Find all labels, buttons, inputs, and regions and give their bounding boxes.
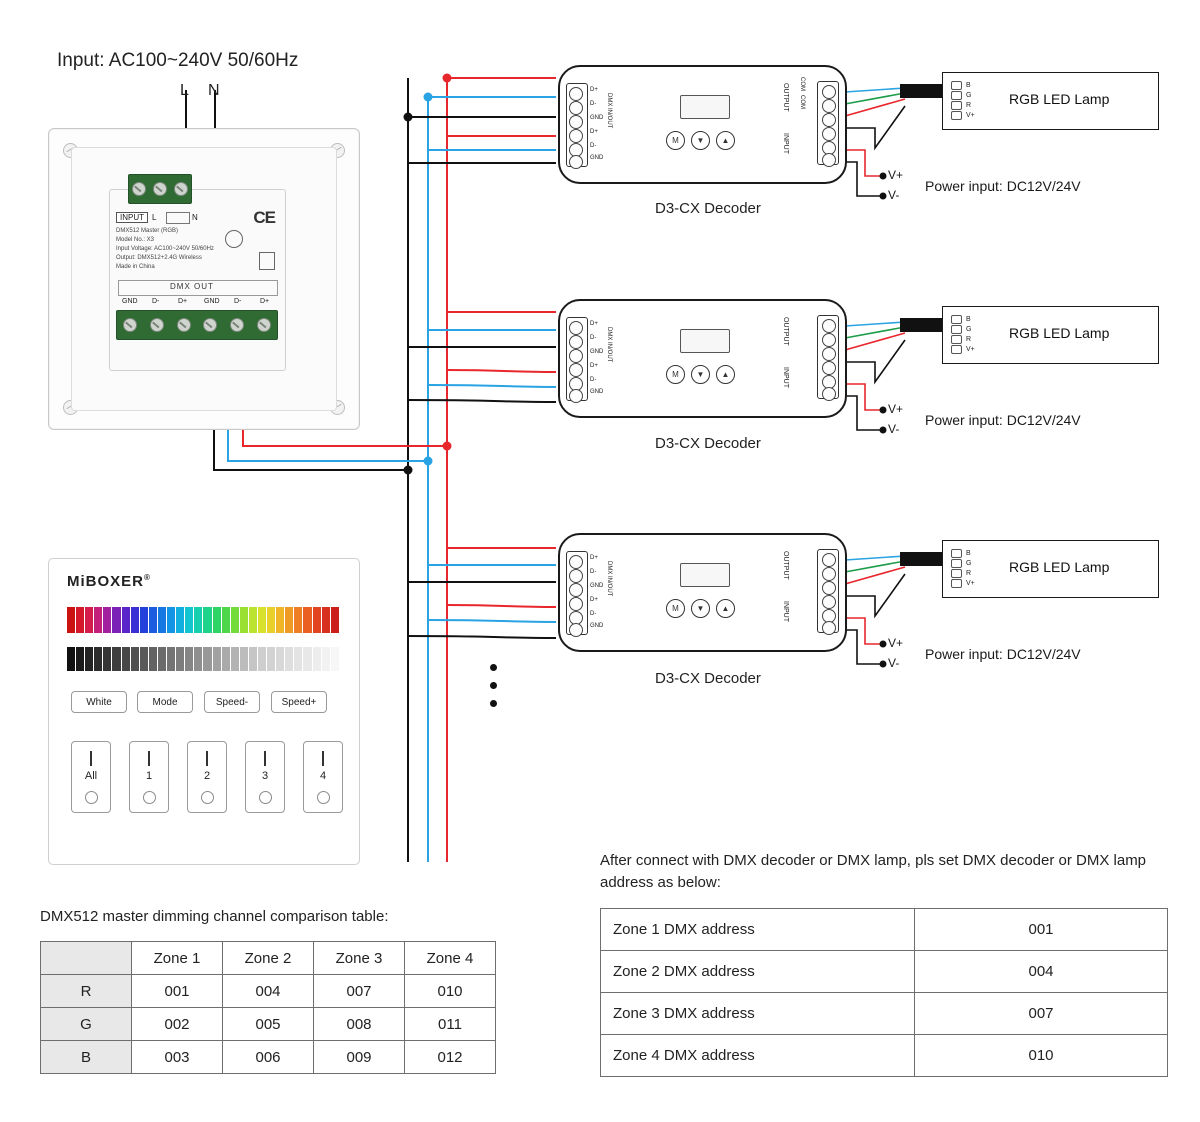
dmx-term-dminus-1: D- <box>152 298 160 305</box>
input-label: INPUT <box>782 367 789 388</box>
row-label-b: B <box>41 1041 132 1074</box>
model-line-3: Output: DMX512+2.4G Wireless <box>116 255 202 261</box>
dmx-pin-4: D- <box>590 377 597 383</box>
decoder-up-button[interactable]: ▲ <box>716 365 735 384</box>
table-row <box>41 975 496 1008</box>
dmx-out-label: DMX OUT <box>170 282 214 291</box>
decoder-display <box>680 563 730 587</box>
decoder-display <box>680 95 730 119</box>
channel-table-title: DMX512 master dimming channel comparison table: <box>40 908 389 925</box>
output-pin-0: COM <box>799 77 805 91</box>
input-label: INPUT <box>782 133 789 154</box>
table-row <box>601 951 1168 993</box>
dmx-term-dplus-2: D+ <box>260 298 270 305</box>
address-key-zone1: Zone 1 DMX address <box>601 909 915 951</box>
zone-button-1[interactable] <box>129 741 169 813</box>
lamp-pin-b: B <box>966 549 971 557</box>
decoder-up-button[interactable]: ▲ <box>716 131 735 150</box>
lamp-pin-b: B <box>966 81 971 89</box>
input-term-N: N <box>192 213 198 222</box>
zone-label: All <box>84 770 98 782</box>
dmx-address-table <box>600 908 1168 1077</box>
decoder-3 <box>558 533 847 652</box>
dmx-pin-1: D- <box>590 335 597 341</box>
zone-label: 1 <box>145 770 153 782</box>
cell-b-zone1: 003 <box>132 1041 223 1074</box>
model-line-0: DMX512 Master (RGB) <box>116 228 179 234</box>
rgb-led-lamp-1 <box>942 72 1159 130</box>
zone-indicator-icon <box>143 791 156 804</box>
cell-b-zone2: 006 <box>223 1041 314 1074</box>
button-speed-down[interactable]: Speed- <box>204 691 260 713</box>
lamp-pin-vplus: V+ <box>966 579 975 587</box>
table-row <box>601 909 1168 951</box>
cell-g-zone2: 005 <box>223 1008 314 1041</box>
decoder-down-button[interactable]: ▼ <box>691 365 710 384</box>
decoder-3-power-label: Power input: DC12V/24V <box>925 646 1081 662</box>
lamp-pin-g: G <box>966 91 972 99</box>
input-term-L: L <box>152 213 157 222</box>
dmx-pin-3: D+ <box>590 363 598 369</box>
dmx-term-dminus-2: D- <box>234 298 242 305</box>
decoder-mode-button[interactable]: M <box>666 599 685 618</box>
cell-b-zone4: 012 <box>405 1041 496 1074</box>
decoder-1-power-label: Power input: DC12V/24V <box>925 178 1081 194</box>
zone-indicator-icon <box>85 791 98 804</box>
rgb-led-lamp-3 <box>942 540 1159 598</box>
zone-label: 4 <box>319 770 327 782</box>
brightness-slider[interactable] <box>67 647 339 671</box>
cell-g-zone1: 002 <box>132 1008 223 1041</box>
model-line-4: Made in China <box>116 264 155 270</box>
cell-r-zone4: 010 <box>405 975 496 1008</box>
dmx-out-terminal <box>116 310 278 340</box>
input-terminal-badge: INPUT <box>116 212 148 223</box>
decoder-1-vminus: V- <box>888 188 900 202</box>
dmx-out-box <box>118 280 278 296</box>
address-value-zone2: 004 <box>915 951 1168 993</box>
decoder-3-vplus: V+ <box>888 636 904 650</box>
address-table-note: After connect with DMX decoder or DMX lamp, pls set DMX decoder or DMX lamp address as below: <box>600 852 1147 891</box>
dmx512-master-panel <box>48 128 360 430</box>
output-label: OUTPUT <box>782 317 789 346</box>
dmx-pin-4: D- <box>590 143 597 149</box>
decoder-2-vplus: V+ <box>888 402 904 416</box>
dmx-pin-1: D- <box>590 101 597 107</box>
master-module <box>109 189 286 371</box>
zone-button-all[interactable] <box>71 741 111 813</box>
dmx-touch-remote <box>48 558 360 865</box>
color-slider[interactable] <box>67 607 339 633</box>
continuation-dots-icon <box>490 664 497 718</box>
decoder-2-vminus: V- <box>888 422 900 436</box>
zone-label: 3 <box>261 770 269 782</box>
cell-g-zone3: 008 <box>314 1008 405 1041</box>
cell-r-zone3: 007 <box>314 975 405 1008</box>
lamp-pin-g: G <box>966 325 972 333</box>
decoder-1-vplus: V+ <box>888 168 904 182</box>
dmx-inout-label: DMX IN/OUT <box>606 327 612 363</box>
lamp-pin-r: R <box>966 101 972 109</box>
terminal-symbol-icon <box>166 212 190 224</box>
lamp-pin-vplus: V+ <box>966 111 975 119</box>
decoder-up-button[interactable]: ▲ <box>716 599 735 618</box>
label-line-L: L <box>180 82 189 99</box>
lamp-name: RGB LED Lamp <box>1009 91 1110 107</box>
dmx-pin-2: GND <box>590 583 604 589</box>
col-head-zone2: Zone 2 <box>223 942 314 975</box>
output-label: OUTPUT <box>782 551 789 580</box>
address-value-zone3: 007 <box>915 993 1168 1035</box>
cell-r-zone2: 004 <box>223 975 314 1008</box>
lamp-name: RGB LED Lamp <box>1009 325 1110 341</box>
input-voltage-label: Input: AC100~240V 50/60Hz <box>57 50 299 71</box>
decoder-mode-button[interactable]: M <box>666 131 685 150</box>
table-row <box>601 1035 1168 1077</box>
cell-r-zone1: 001 <box>132 975 223 1008</box>
dmx-pin-4: D- <box>590 611 597 617</box>
model-line-1: Model No.: X3 <box>116 237 155 243</box>
col-head-blank <box>41 942 132 975</box>
decoder-2 <box>558 299 847 418</box>
dmx-term-gnd-1: GND <box>122 298 138 305</box>
col-head-zone4: Zone 4 <box>405 942 496 975</box>
table-header-row <box>41 942 496 975</box>
dmx-pin-3: D+ <box>590 129 598 135</box>
lamp-pin-vplus: V+ <box>966 345 975 353</box>
address-value-zone4: 010 <box>915 1035 1168 1077</box>
address-key-zone4: Zone 4 DMX address <box>601 1035 915 1077</box>
cell-b-zone3: 009 <box>314 1041 405 1074</box>
address-key-zone3: Zone 3 DMX address <box>601 993 915 1035</box>
decoder-display <box>680 329 730 353</box>
dmx-pin-5: GND <box>590 389 604 395</box>
table-row <box>41 1041 496 1074</box>
lamp-name: RGB LED Lamp <box>1009 559 1110 575</box>
zone-button-3[interactable] <box>245 741 285 813</box>
dmx-term-dplus-1: D+ <box>178 298 188 305</box>
zone-button-2[interactable] <box>187 741 227 813</box>
input-label: INPUT <box>782 601 789 622</box>
decoder-down-button[interactable]: ▼ <box>691 131 710 150</box>
dmx-pin-2: GND <box>590 115 604 121</box>
ce-mark-icon: CE <box>253 208 275 227</box>
decoder-1 <box>558 65 847 184</box>
decoder-mode-button[interactable]: M <box>666 365 685 384</box>
table-row <box>41 1008 496 1041</box>
weee-bin-icon <box>259 252 275 270</box>
dmx-term-gnd-2: GND <box>204 298 220 305</box>
lamp-pin-r: R <box>966 335 972 343</box>
button-speed-up[interactable]: Speed+ <box>271 691 327 713</box>
address-key-zone2: Zone 2 DMX address <box>601 951 915 993</box>
check-mark-icon <box>225 230 243 248</box>
decoder-3-vminus: V- <box>888 656 900 670</box>
lamp-pin-g: G <box>966 559 972 567</box>
output-label: OUTPUT <box>782 83 789 112</box>
label-line-N: N <box>208 82 220 99</box>
dmx-pin-5: GND <box>590 155 604 161</box>
decoder-3-caption: D3-CX Decoder <box>655 670 761 687</box>
lamp-pin-r: R <box>966 569 972 577</box>
brand-logo: MiBOXER® <box>67 573 151 590</box>
rgb-led-lamp-2 <box>942 306 1159 364</box>
zone-label: 2 <box>203 770 211 782</box>
zone-indicator-icon <box>259 791 272 804</box>
dmx-pin-0: D+ <box>590 87 598 93</box>
ac-input-terminal <box>128 174 192 204</box>
button-mode[interactable]: Mode <box>137 691 193 713</box>
dmx-pin-3: D+ <box>590 597 598 603</box>
channel-comparison-table <box>40 941 496 1074</box>
decoder-2-power-label: Power input: DC12V/24V <box>925 412 1081 428</box>
zone-indicator-icon <box>201 791 214 804</box>
model-line-2: Input Voltage: AC100~240V 50/60Hz <box>116 246 214 252</box>
dmx-inout-label: DMX IN/OUT <box>606 561 612 597</box>
dmx-pin-5: GND <box>590 623 604 629</box>
decoder-1-caption: D3-CX Decoder <box>655 200 761 217</box>
output-pin-1: COM <box>799 95 805 109</box>
button-white[interactable]: White <box>71 691 127 713</box>
zone-button-4[interactable] <box>303 741 343 813</box>
dmx-pin-0: D+ <box>590 555 598 561</box>
dmx-inout-label: DMX IN/OUT <box>606 93 612 129</box>
lamp-pin-b: B <box>966 315 971 323</box>
decoder-down-button[interactable]: ▼ <box>691 599 710 618</box>
dmx-pin-2: GND <box>590 349 604 355</box>
decoder-2-caption: D3-CX Decoder <box>655 435 761 452</box>
row-label-g: G <box>41 1008 132 1041</box>
col-head-zone3: Zone 3 <box>314 942 405 975</box>
cell-g-zone4: 011 <box>405 1008 496 1041</box>
table-row <box>601 993 1168 1035</box>
row-label-r: R <box>41 975 132 1008</box>
zone-indicator-icon <box>317 791 330 804</box>
dmx-pin-1: D- <box>590 569 597 575</box>
address-value-zone1: 001 <box>915 909 1168 951</box>
col-head-zone1: Zone 1 <box>132 942 223 975</box>
dmx-pin-0: D+ <box>590 321 598 327</box>
